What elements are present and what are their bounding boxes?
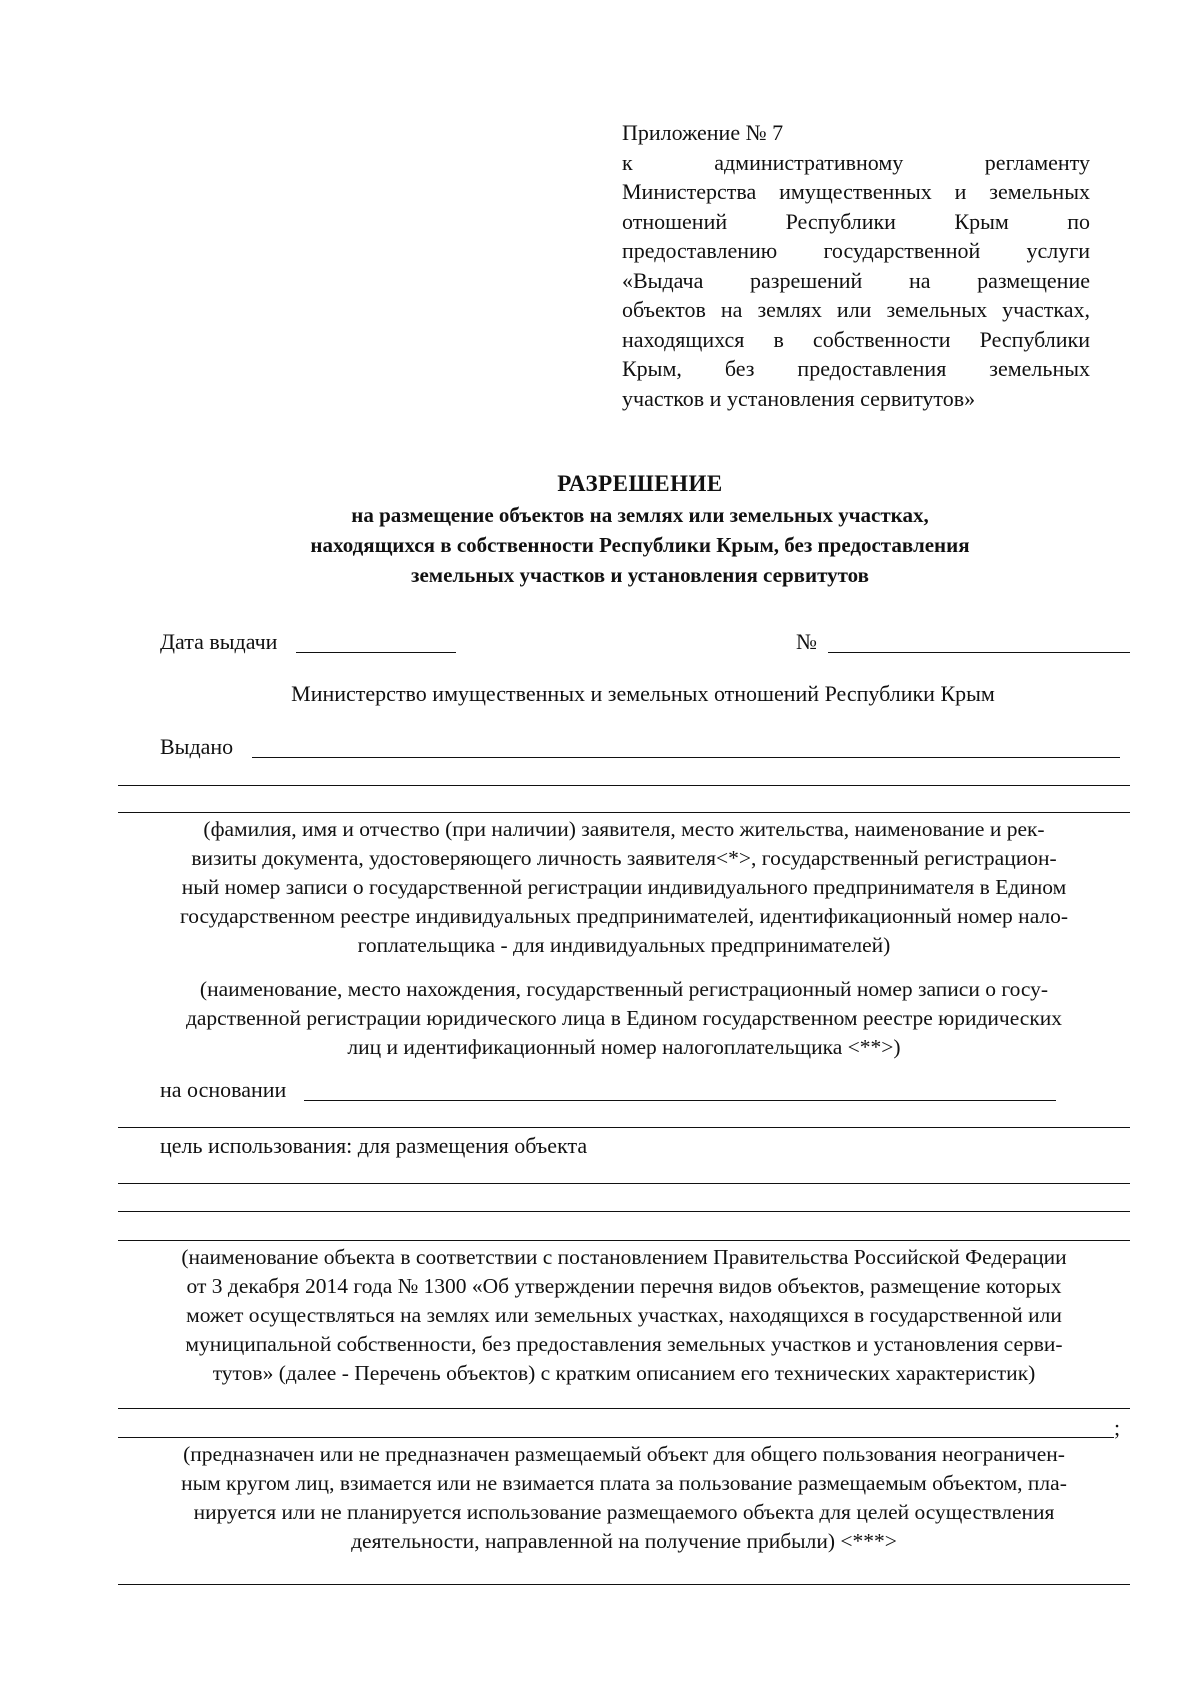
note-line: дарственной регистрации юридического лица в Едином государственном реестре юридических: [185, 1006, 1063, 1030]
issue-date-label: Дата выдачи: [160, 629, 278, 654]
appendix-line: к административному регламенту: [622, 149, 1090, 175]
basis-label: на основании: [160, 1077, 287, 1102]
issued-to-label: Выдано: [160, 734, 234, 759]
line-end-colon: ;: [1114, 1415, 1121, 1440]
document-title: [120, 468, 1160, 590]
appendix-line: отношений Республики Крым по: [622, 208, 1090, 234]
appendix-line: «Выдача разрешений на размещение: [622, 267, 1090, 293]
note-line: гоплательщика - для индивидуальных предпринимателей): [357, 933, 891, 957]
basis-field-line[interactable]: [118, 1127, 1130, 1128]
object-note: [118, 1243, 1130, 1388]
title-line: на размещение объектов на землях или земельных участках,: [351, 503, 929, 527]
note-line: (наименование, место нахождения, государственный регистрационный номер записи о госу-: [199, 977, 1049, 1001]
issue-date-field[interactable]: [296, 652, 456, 653]
number-field[interactable]: [828, 652, 1130, 653]
note-line: может осуществляться на землях или земельных участках, находящихся в государственной или: [186, 1303, 1062, 1327]
note-line: ный номер записи о государственной регистрации индивидуального предпринимателя в Едином: [181, 875, 1067, 899]
appendix-line: находящихся в собственности Республики: [622, 326, 1090, 352]
issued-to-field[interactable]: [252, 757, 1120, 758]
note-line: тутов» (далее - Перечень объектов) с кратким описанием его технических характеристик): [212, 1361, 1036, 1385]
issued-to-field-line[interactable]: [118, 785, 1130, 786]
characteristics-field-line[interactable]: [118, 1437, 1114, 1438]
appendix-line: Министерства имущественных и земельных: [622, 179, 1090, 204]
number-label: №: [796, 629, 817, 654]
note-line: (фамилия, имя и отчество (при наличии) заявителя, место жительства, наименование и рек-: [203, 817, 1045, 841]
title-main: РАЗРЕШЕНИЕ: [557, 471, 723, 496]
purpose-label: цель использования: для размещения объекта: [160, 1133, 588, 1158]
note-line: от 3 декабря 2014 года № 1300 «Об утверждении перечня видов объектов, размещение которых: [186, 1274, 1062, 1298]
appendix-reference: [622, 118, 1090, 413]
note-line: муниципальной собственности, без предоставления земельных участков и установления серви-: [185, 1332, 1063, 1356]
note-line: (предназначен или не предназначен размещаемый объект для общего пользования неограничен-: [183, 1442, 1065, 1466]
note-line: ным кругом лиц, взимается или не взимается плата за пользование размещаемым объектом, пла-: [181, 1471, 1067, 1495]
note-line: лиц и идентификационный номер налогоплательщика <**>): [347, 1035, 901, 1059]
note-line: (наименование объекта в соответствии с постановлением Правительства Российской Федерации: [181, 1245, 1067, 1269]
appendix-line: участков и установления сервитутов»: [622, 385, 976, 411]
note-line: деятельности, направленной на получение прибыли) <***>: [351, 1529, 897, 1553]
issued-to-field-line[interactable]: [118, 812, 1130, 813]
title-line: земельных участков и установления сервитутов: [411, 563, 869, 587]
legal-entity-note: [118, 975, 1130, 1062]
title-line: находящихся в собственности Республики Крым, без предоставления: [310, 533, 970, 557]
characteristics-field-line[interactable]: [118, 1408, 1130, 1409]
note-line: визиты документа, удостоверяющего личность заявителя<*>, государственный регистрацион-: [191, 846, 1057, 870]
purpose-note: [118, 1440, 1130, 1556]
purpose-field-line[interactable]: [118, 1240, 1130, 1241]
purpose-field-line[interactable]: [118, 1211, 1130, 1212]
note-line: нируется или не планируется использование размещаемого объекта для целей осуществления: [193, 1500, 1055, 1524]
appendix-line: Крым, без предоставления земельных: [622, 356, 1090, 381]
appendix-line: Приложение № 7: [622, 120, 784, 145]
final-field-line[interactable]: [118, 1584, 1130, 1585]
issuer-name: Министерство имущественных и земельных отношений Республики Крым: [291, 681, 995, 706]
purpose-field-line[interactable]: [118, 1183, 1130, 1184]
appendix-line: предоставлению государственной услуги: [622, 238, 1090, 263]
appendix-line: объектов на землях или земельных участках,: [622, 297, 1090, 322]
applicant-note: [118, 815, 1130, 960]
note-line: государственном реестре индивидуальных предпринимателей, идентификационный номер нало-: [179, 904, 1069, 928]
basis-field[interactable]: [304, 1100, 1056, 1101]
